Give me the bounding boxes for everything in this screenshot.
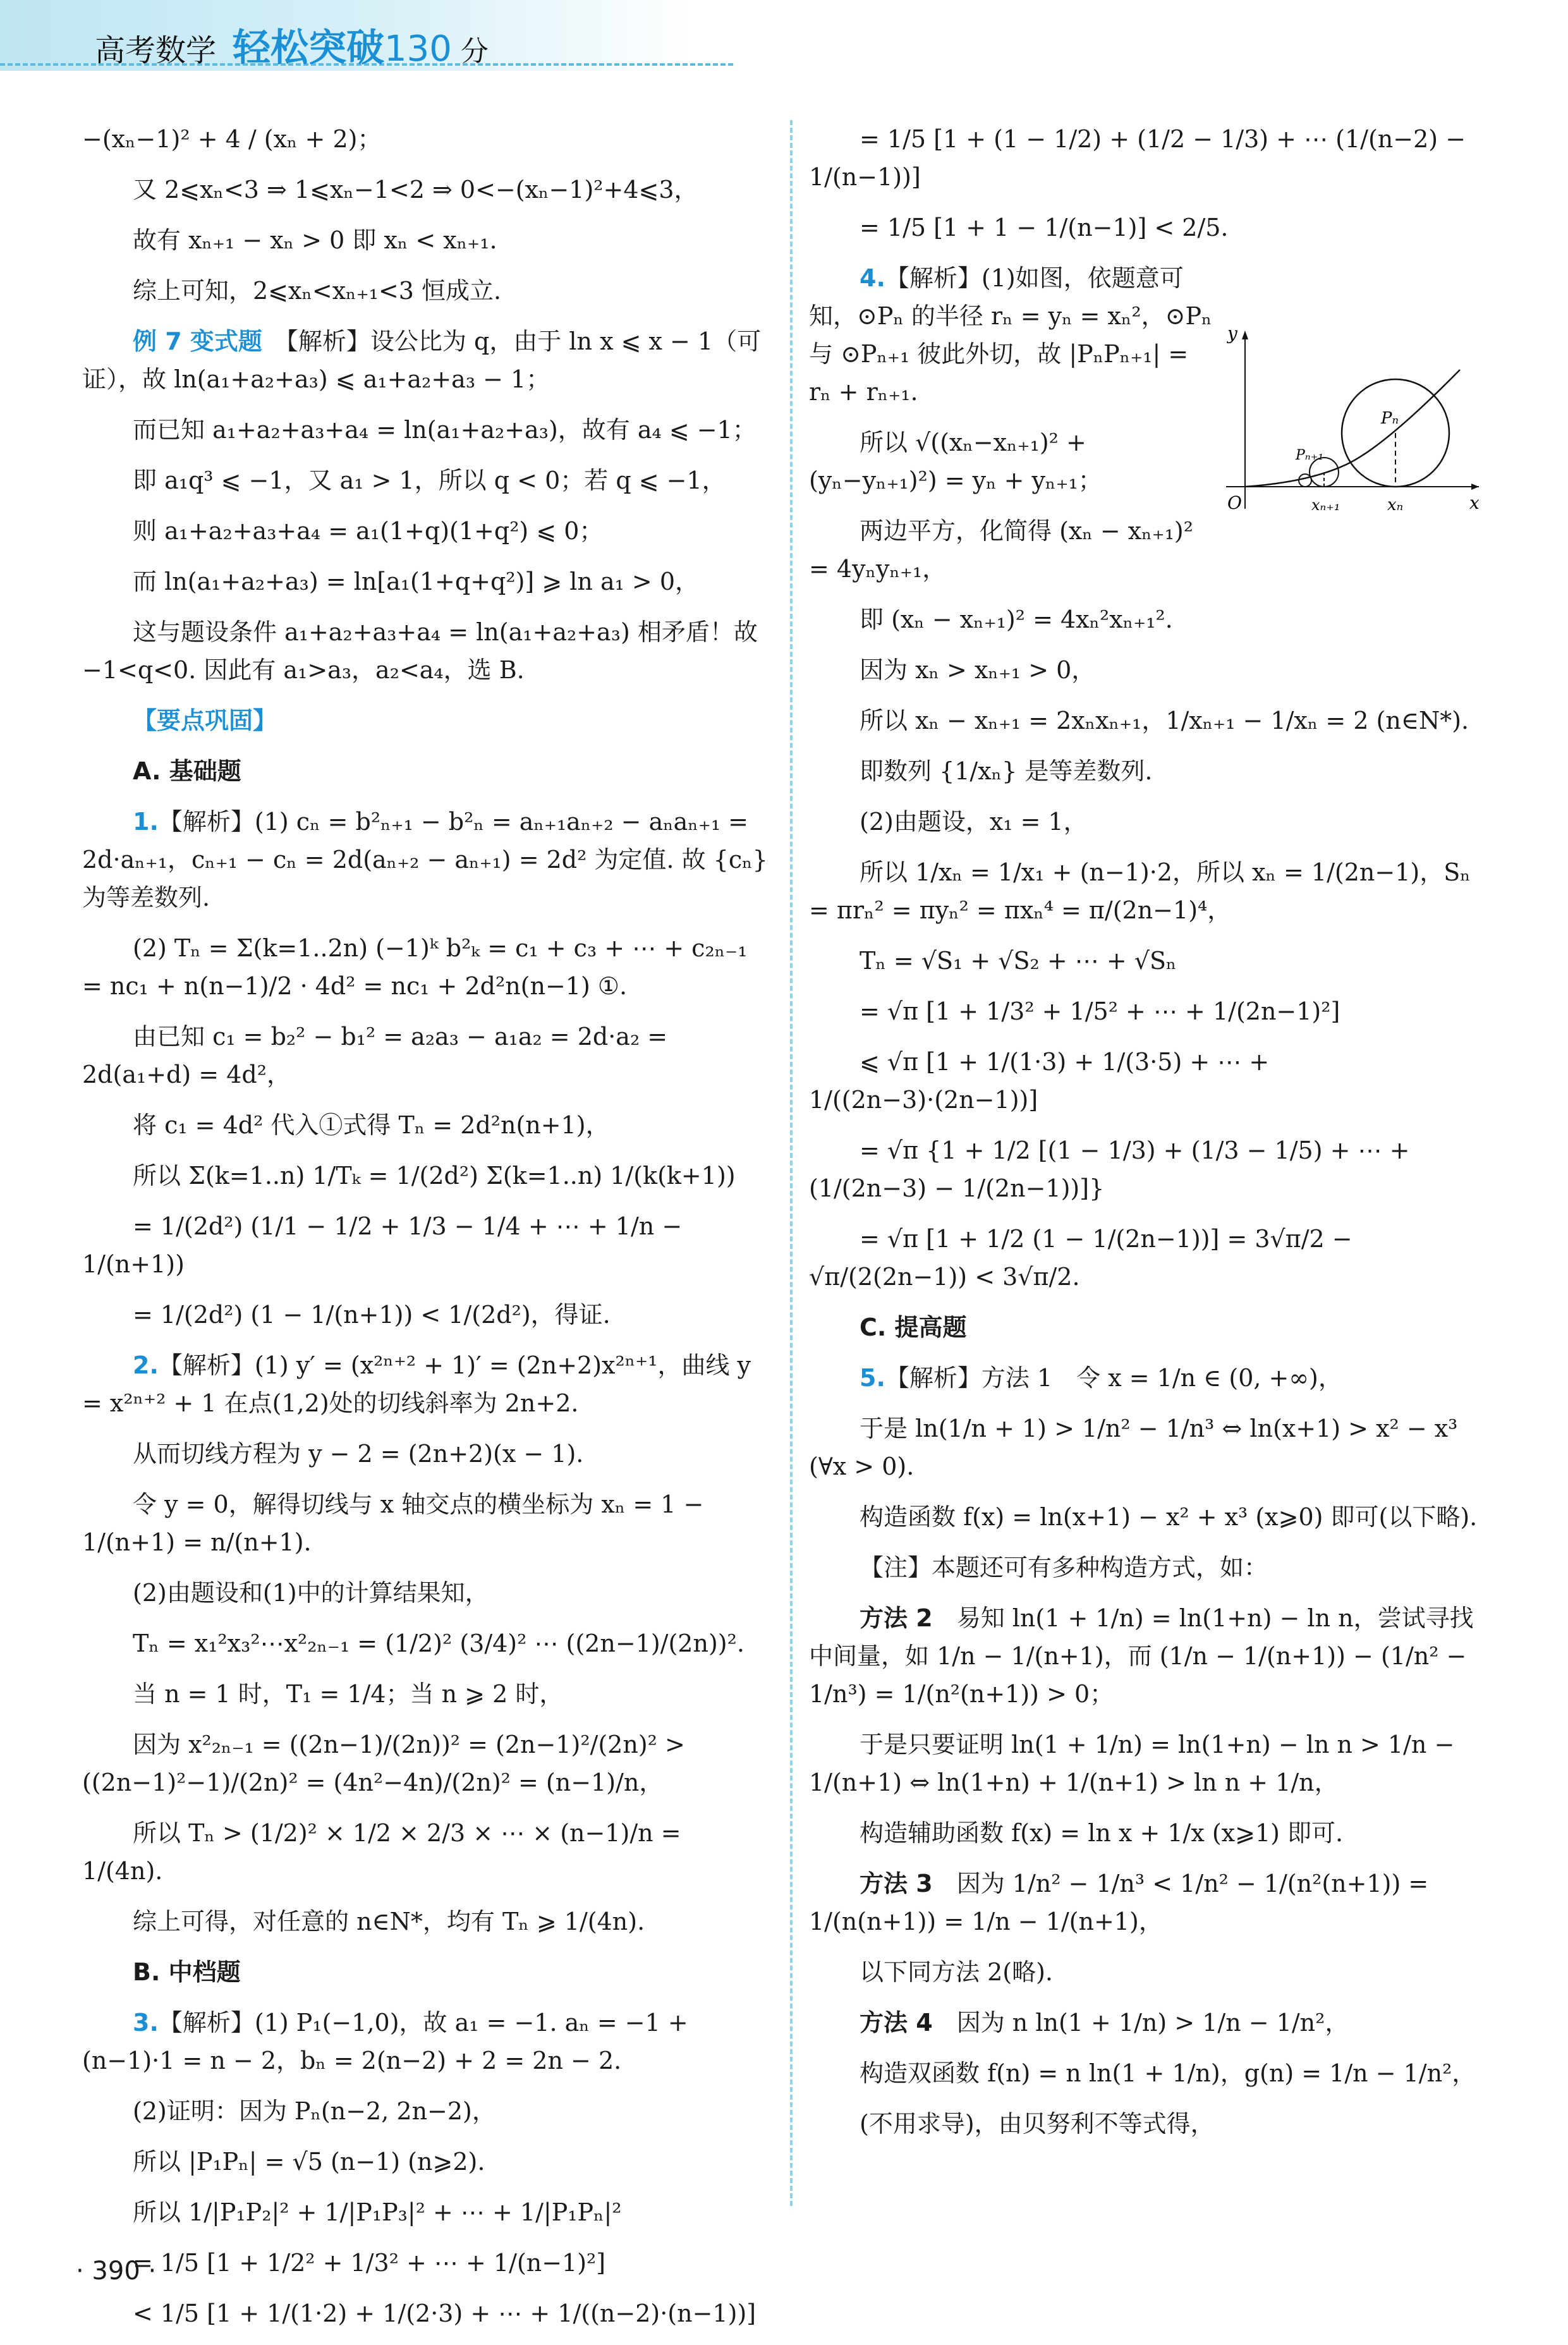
pn-label: Pₙ <box>1381 409 1399 428</box>
question-1-number: 1. <box>133 808 159 836</box>
example-7-label: 例 7 变式题 <box>133 327 262 355</box>
section-key-points: 【要点巩固】 <box>133 707 277 734</box>
text-line: 因为 x²₂ₙ₋₁ = ((2n−1)/(2n))² = (2n−1)²/(2n)² > ((2n−1)²−1)/(2n)² = (4n²−4n)/(2n)² = (n−1)/n， <box>82 1731 685 1796</box>
title-main: 轻松突破 <box>233 26 385 70</box>
series-name: 高考数学 <box>95 33 217 68</box>
text-line: (2)由题设和(1)中的计算结果知， <box>133 1579 489 1607</box>
text-line: Tₙ = x₁²x₃²⋯x²₂ₙ₋₁ = (1/2)² (3/4)² ⋯ ((2n−1)/(2n))². <box>133 1629 744 1657</box>
text-line: 构造辅助函数 f(x) = ln x + 1/x (x⩾1) 即可. <box>860 1819 1344 1847</box>
text-line: 即数列 {1/xₙ} 是等差数列. <box>860 757 1153 785</box>
left-column <box>82 120 768 2345</box>
question-3-text: 【解析】(1) P₁(−1,0)，故 a₁ = −1. aₙ = −1 + (n−1)·1 = n − 2，bₙ = 2(n−2) + 2 = 2n − 2. <box>82 2009 688 2074</box>
method-3 <box>809 1865 1495 1940</box>
text-line: = 1/5 [1 + 1 − 1/(n−1)] < 2/5. <box>860 214 1229 241</box>
text-line: (不用求导)，由贝努利不等式得， <box>860 2110 1215 2138</box>
text-line: 两边平方，化简得 (xₙ − xₙ₊₁)² = 4yₙyₙ₊₁， <box>809 517 1193 583</box>
text-line: 即 a₁q³ ⩽ −1，又 a₁ > 1，所以 q < 0；若 q ⩽ −1， <box>133 466 726 494</box>
text-line: = 1/5 [1 + (1 − 1/2) + (1/2 − 1/3) + ⋯ (1/(n−2) − 1/(n−1))] <box>809 125 1466 191</box>
text-line: (2)由题设，x₁ = 1， <box>860 808 1088 836</box>
question-2-text: 【解析】(1) y′ = (x²ⁿ⁺² + 1)′ = (2n+2)x²ⁿ⁺¹，曲线 y = x²ⁿ⁺² + 1 在点(1,2)处的切线斜率为 2n+2. <box>82 1351 751 1417</box>
text-line: = 1/5 [1 + 1/2² + 1/3² + ⋯ + 1/(n−1)²] <box>133 2249 606 2277</box>
text-line: 所以 1/xₙ = 1/x₁ + (n−1)·2，所以 xₙ = 1/(2n−1)，Sₙ = πrₙ² = πyₙ² = πxₙ⁴ = π/(2n−1)⁴， <box>809 858 1471 924</box>
text-line: Tₙ = √S₁ + √S₂ + ⋯ + √Sₙ <box>860 947 1177 975</box>
example-7-paragraph <box>82 322 768 398</box>
text-line: 所以 1/|P₁P₂|² + 1/|P₁P₃|² + ⋯ + 1/|P₁Pₙ|² <box>133 2198 622 2226</box>
text-line: 又 2⩽xₙ<3 ⇒ 1⩽xₙ−1<2 ⇒ 0<−(xₙ−1)²+4⩽3， <box>133 176 698 204</box>
method-2-label: 方法 2 <box>860 1604 933 1632</box>
text-line: 于是只要证明 ln(1 + 1/n) = ln(1+n) − ln n > 1/n − 1/(n+1) ⇔ ln(1+n) + 1/(n+1) > ln n + 1/n， <box>809 1731 1455 1796</box>
question-3 <box>82 2004 768 2080</box>
pn1-label: Pₙ₊₁ <box>1296 448 1324 463</box>
text-line: = √π [1 + 1/2 (1 − 1/(2n−1))] = 3√π/2 − √π/(2(2n−1)) < 3√π/2. <box>809 1225 1352 1291</box>
question-4 <box>809 259 1213 411</box>
text-line: < 1/5 [1 + 1/(1·2) + 1/(2·3) + ⋯ + 1/((n−2)·(n−1))] <box>133 2299 757 2327</box>
text-line: 将 c₁ = 4d² 代入①式得 Tₙ = 2d²n(n+1)， <box>133 1111 610 1139</box>
xn1-label: xₙ₊₁ <box>1311 496 1340 514</box>
question-1 <box>82 803 768 917</box>
circle-small <box>1299 474 1311 487</box>
text-line: 所以 Σ(k=1..n) 1/Tₖ = 1/(2d²) Σ(k=1..n) 1/(k(k+1)) <box>133 1162 736 1190</box>
text-line: 【注】本题还可有多种构造方式，如： <box>860 1554 1268 1581</box>
method-2 <box>809 1599 1495 1713</box>
text-line: 令 y = 0，解得切线与 x 轴交点的横坐标为 xₙ = 1 − 1/(n+1) = n/(n+1). <box>82 1490 704 1556</box>
question-2-number: 2. <box>133 1351 159 1379</box>
parabola-curve <box>1245 370 1460 487</box>
question-5-number: 5. <box>860 1364 885 1392</box>
text-line: 所以 |P₁Pₙ| = √5 (n−1) (n⩾2). <box>133 2148 485 2176</box>
title-unit: 分 <box>460 35 489 68</box>
text-line: 所以 xₙ − xₙ₊₁ = 2xₙxₙ₊₁，1/xₙ₊₁ − 1/xₙ = 2 (n∈N*). <box>860 707 1469 734</box>
xn-label: xₙ <box>1387 496 1404 515</box>
text-line: 于是 ln(1/n + 1) > 1/n² − 1/n³ ⇔ ln(x+1) > x² − x³ (∀x > 0). <box>809 1415 1458 1480</box>
text-line: 构造双函数 f(n) = n ln(1 + 1/n)，g(n) = 1/n − 1/n²， <box>860 2059 1476 2087</box>
text-line: 构造函数 f(x) = ln(x+1) − x² + x³ (x⩾0) 即可(以下略). <box>860 1503 1478 1531</box>
question-4-number: 4. <box>860 264 885 292</box>
text-line: (2)证明：因为 Pₙ(n−2, 2n−2)， <box>133 2097 496 2125</box>
column-divider <box>790 120 793 2206</box>
question-4-text: 【解析】(1)如图，依题意可知，⊙Pₙ 的半径 rₙ = yₙ = xₙ²，⊙Pₙ 与 ⊙Pₙ₊₁ 彼此外切，故 |PₙPₙ₊₁| = rₙ + rₙ₊₁. <box>809 264 1212 406</box>
text-line: (2) Tₙ = Σ(k=1..2n) (−1)ᵏ b²ₖ = c₁ + c₃ + ⋯ + c₂ₙ₋₁ = nc₁ + n(n−1)/2 · 4d² = nc₁ + 2d²n(n−1) ①. <box>82 934 748 1000</box>
tangent-circles-figure <box>1220 326 1485 515</box>
text-line: 以下同方法 2(略). <box>860 1958 1053 1986</box>
text-line: −(xₙ−1)² + 4 / (xₙ + 2)； <box>82 125 382 153</box>
method-4-label: 方法 4 <box>860 2009 933 2037</box>
question-5 <box>809 1359 1495 1397</box>
title-score: 130 <box>384 28 452 70</box>
text-line: 而已知 a₁+a₂+a₃+a₄ = ln(a₁+a₂+a₃)，故有 a₄ ⩽ −1； <box>133 416 757 444</box>
section-c-heading: C. 提高题 <box>860 1313 967 1341</box>
method-4-text: 因为 n ln(1 + 1/n) > 1/n − 1/n²， <box>956 2009 1349 2037</box>
x-axis-arrow-icon <box>1471 484 1479 490</box>
text-line: 由已知 c₁ = b₂² − b₁² = a₂a₃ − a₁a₂ = 2d·a₂ = 2d(a₁+d) = 4d²， <box>82 1023 668 1088</box>
text-line: = 1/(2d²) (1/1 − 1/2 + 1/3 − 1/4 + ⋯ + 1/n − 1/(n+1)) <box>82 1212 683 1278</box>
method-2-text: 易知 ln(1 + 1/n) = ln(1+n) − ln n，尝试寻找中间量，如 1/n − 1/(n+1)，而 (1/n − 1/(n+1)) − (1/n² − 1/n³) = 1/(n²(n+1)) > 0； <box>809 1604 1474 1708</box>
text-line: 所以 √((xₙ−xₙ₊₁)² + (yₙ−yₙ₊₁)²) = yₙ + yₙ₊₁； <box>809 429 1102 494</box>
origin-label: O <box>1227 492 1242 513</box>
text-line: = 1/(2d²) (1 − 1/(n+1)) < 1/(2d²)，得证. <box>133 1301 611 1329</box>
page-number: · 390 · <box>76 2257 157 2286</box>
text-line: = √π {1 + 1/2 [(1 − 1/3) + (1/3 − 1/5) + ⋯ + (1/(2n−3) − 1/(2n−1))]} <box>809 1136 1410 1202</box>
text-line: 因为 xₙ > xₙ₊₁ > 0， <box>860 656 1096 684</box>
text-line: 而 ln(a₁+a₂+a₃) = ln[a₁(1+q+q²)] ⩾ ln a₁ > 0， <box>133 568 700 595</box>
text-line: 则 a₁+a₂+a₃+a₄ = a₁(1+q)(1+q²) ⩽ 0； <box>133 517 604 545</box>
y-axis-arrow-icon <box>1242 331 1248 339</box>
question-3-number: 3. <box>133 2009 159 2037</box>
method-3-label: 方法 3 <box>860 1870 933 1897</box>
question-2 <box>82 1346 768 1422</box>
question-5-text: 【解析】方法 1 令 x = 1/n ∈ (0, +∞)， <box>885 1364 1342 1392</box>
text-line: 综上可知，2⩽xₙ<xₙ₊₁<3 恒成立. <box>133 277 502 305</box>
text-line: ⩽ √π [1 + 1/(1·3) + 1/(3·5) + ⋯ + 1/((2n−3)·(2n−1))] <box>809 1048 1270 1114</box>
text-line: 即 (xₙ − xₙ₊₁)² = 4xₙ²xₙ₊₁². <box>860 606 1173 633</box>
book-title <box>95 18 489 72</box>
section-a-heading: A. 基础题 <box>133 757 241 785</box>
text-line: 所以 Tₙ > (1/2)² × 1/2 × 2/3 × ⋯ × (n−1)/n = 1/(4n). <box>82 1819 681 1885</box>
text-line: 故有 xₙ₊₁ − xₙ > 0 即 xₙ < xₙ₊₁. <box>133 226 497 254</box>
x-axis-label: x <box>1469 492 1480 513</box>
question-1-text: 【解析】(1) cₙ = b²ₙ₊₁ − b²ₙ = aₙ₊₁aₙ₊₂ − aₙaₙ₊₁ = 2d·aₙ₊₁，cₙ₊₁ − cₙ = 2d(aₙ₊₂ − aₙ₊₁) = 2d² 为定值. 故 {cₙ} 为等差数列. <box>82 808 768 911</box>
text-line: 综上可得，对任意的 n∈N*，均有 Tₙ ⩾ 1/(4n). <box>133 1908 645 1935</box>
method-3-text: 因为 1/n² − 1/n³ < 1/n² − 1/(n²(n+1)) = 1/(n(n+1)) = 1/n − 1/(n+1)， <box>809 1870 1429 1935</box>
y-axis-label: y <box>1227 326 1237 344</box>
example-7-text: 【解析】设公比为 q，由于 ln x ⩽ x − 1（可证），故 ln(a₁+a₂+a₃) ⩽ a₁+a₂+a₃ − 1； <box>82 327 762 393</box>
text-line: 从而切线方程为 y − 2 = (2n+2)(x − 1). <box>133 1440 584 1468</box>
text-line: 这与题设条件 a₁+a₂+a₃+a₄ = ln(a₁+a₂+a₃) 相矛盾！故 −1<q<0. 因此有 a₁>a₃，a₂<a₄，选 B. <box>82 618 758 684</box>
text-line: = √π [1 + 1/3² + 1/5² + ⋯ + 1/(2n−1)²] <box>860 997 1340 1025</box>
section-b-heading: B. 中档题 <box>133 1958 241 1986</box>
text-line: 当 n = 1 时，T₁ = 1/4；当 n ⩾ 2 时， <box>133 1680 564 1708</box>
method-4 <box>809 2004 1495 2042</box>
